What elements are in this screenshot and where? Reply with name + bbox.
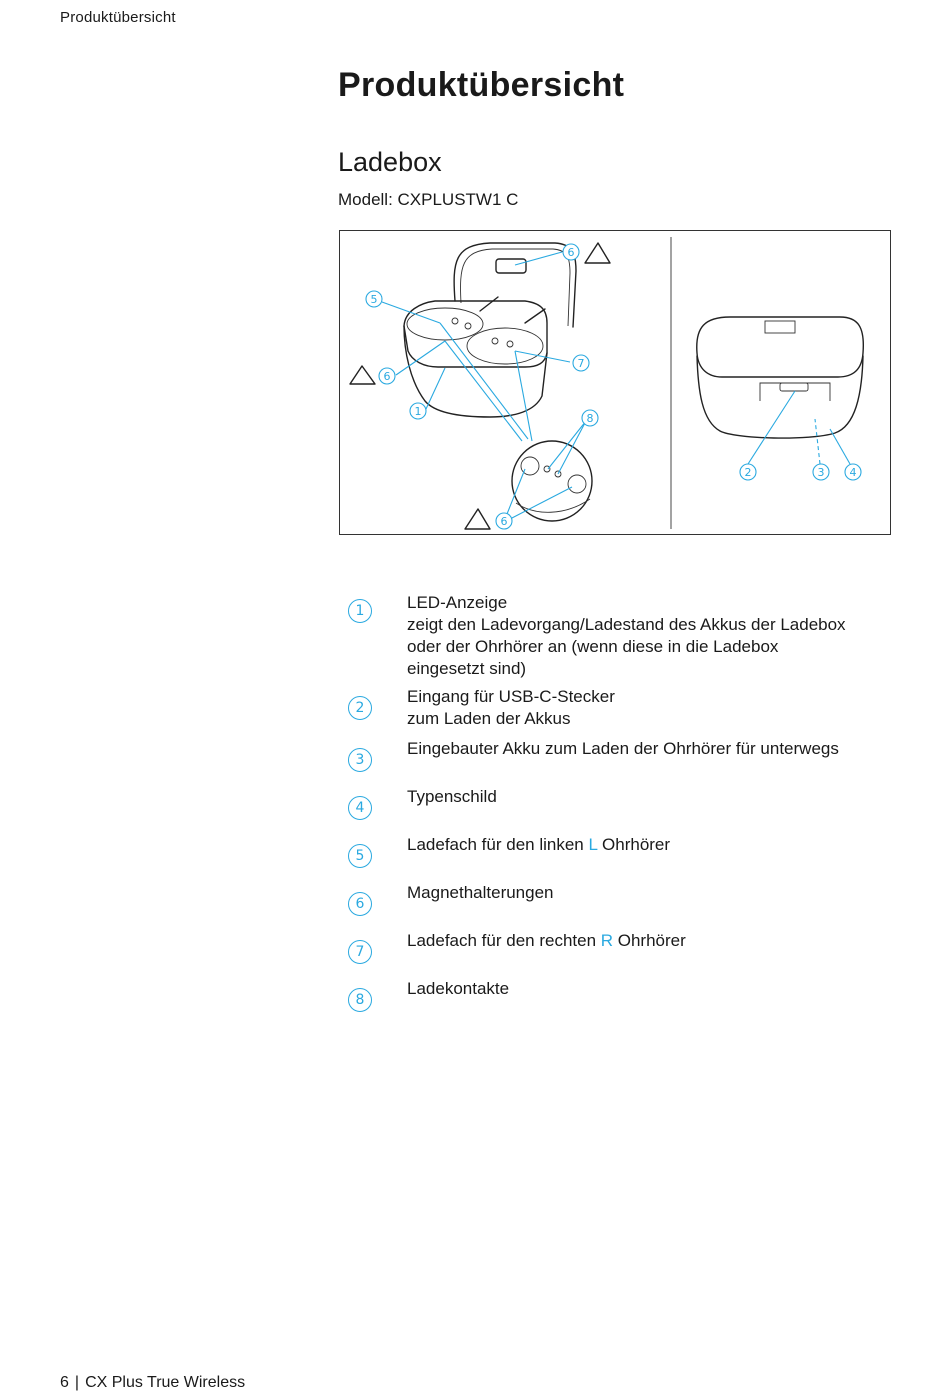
callout-1 (410, 403, 426, 419)
callout-6-top (563, 244, 579, 260)
callout-8 (582, 410, 598, 426)
legend-text (407, 592, 897, 680)
footer-separator: | (74, 1374, 80, 1391)
page-footer (60, 1374, 245, 1392)
callout-5 (366, 291, 382, 307)
document-title: CX Plus True Wireless (85, 1374, 246, 1391)
callout-6-left (379, 368, 395, 384)
legend-line: zum Laden der Akkus (407, 709, 571, 728)
legend-number: 6 (348, 892, 372, 916)
legend-line: Magnethalterungen (407, 883, 554, 902)
legend-number: 4 (348, 796, 372, 820)
product-illustration (340, 231, 892, 536)
callout-7 (573, 355, 589, 371)
legend-text: Ladefach für den rechten R Ohrhörer (407, 931, 686, 950)
svg-text:6: 6 (383, 370, 391, 383)
legend-text (407, 882, 897, 904)
legend-number: 1 (348, 599, 372, 623)
legend-number: 3 (348, 748, 372, 772)
legend-line: oder der Ohrhörer an (wenn diese in die Ladebox (407, 637, 779, 656)
left-earbud-letter: L (588, 835, 598, 854)
legend-line: LED-Anzeige (407, 593, 508, 612)
svg-text:7: 7 (577, 357, 585, 370)
svg-text:1: 1 (414, 405, 422, 418)
svg-text:6: 6 (567, 246, 575, 259)
svg-text:5: 5 (370, 293, 378, 306)
legend-line: zeigt den Ladevorgang/Ladestand des Akkus der Ladebox (407, 615, 846, 634)
legend-text (407, 978, 897, 1000)
model-line: Modell: CXPLUSTW1 C (338, 190, 519, 209)
legend-line: Typenschild (407, 787, 497, 806)
legend-line: eingesetzt sind) (407, 659, 527, 678)
section-title: Ladebox (338, 147, 442, 177)
legend-number: 2 (348, 696, 372, 720)
product-figure (339, 230, 891, 535)
page-number: 6 (60, 1374, 69, 1391)
callout-2 (740, 464, 756, 480)
legend-text: Ladefach für den linken L Ohrhörer (407, 835, 671, 854)
legend-number: 5 (348, 844, 372, 868)
svg-text:4: 4 (849, 466, 857, 479)
legend-line: Ladekontakte (407, 979, 510, 998)
legend-text (407, 786, 897, 808)
svg-text:6: 6 (500, 515, 508, 528)
svg-text:2: 2 (744, 466, 752, 479)
running-header: Produktübersicht (60, 9, 176, 26)
page-title: Produktübersicht (338, 66, 625, 104)
legend-line: Eingang für USB-C-Stecker (407, 687, 615, 706)
legend-text (407, 686, 897, 730)
callout-4 (845, 464, 861, 480)
svg-text:8: 8 (586, 412, 594, 425)
legend-number: 8 (348, 988, 372, 1012)
legend-number: 7 (348, 940, 372, 964)
callout-6-bottom (496, 513, 512, 529)
legend-line: Eingebauter Akku zum Laden der Ohrhörer für unterwegs (407, 739, 839, 758)
callout-markers (366, 244, 861, 529)
svg-text:3: 3 (817, 466, 825, 479)
callout-3 (813, 464, 829, 480)
legend-text (407, 738, 897, 760)
closed-case-drawing (697, 317, 864, 438)
right-earbud-letter: R (600, 931, 614, 950)
